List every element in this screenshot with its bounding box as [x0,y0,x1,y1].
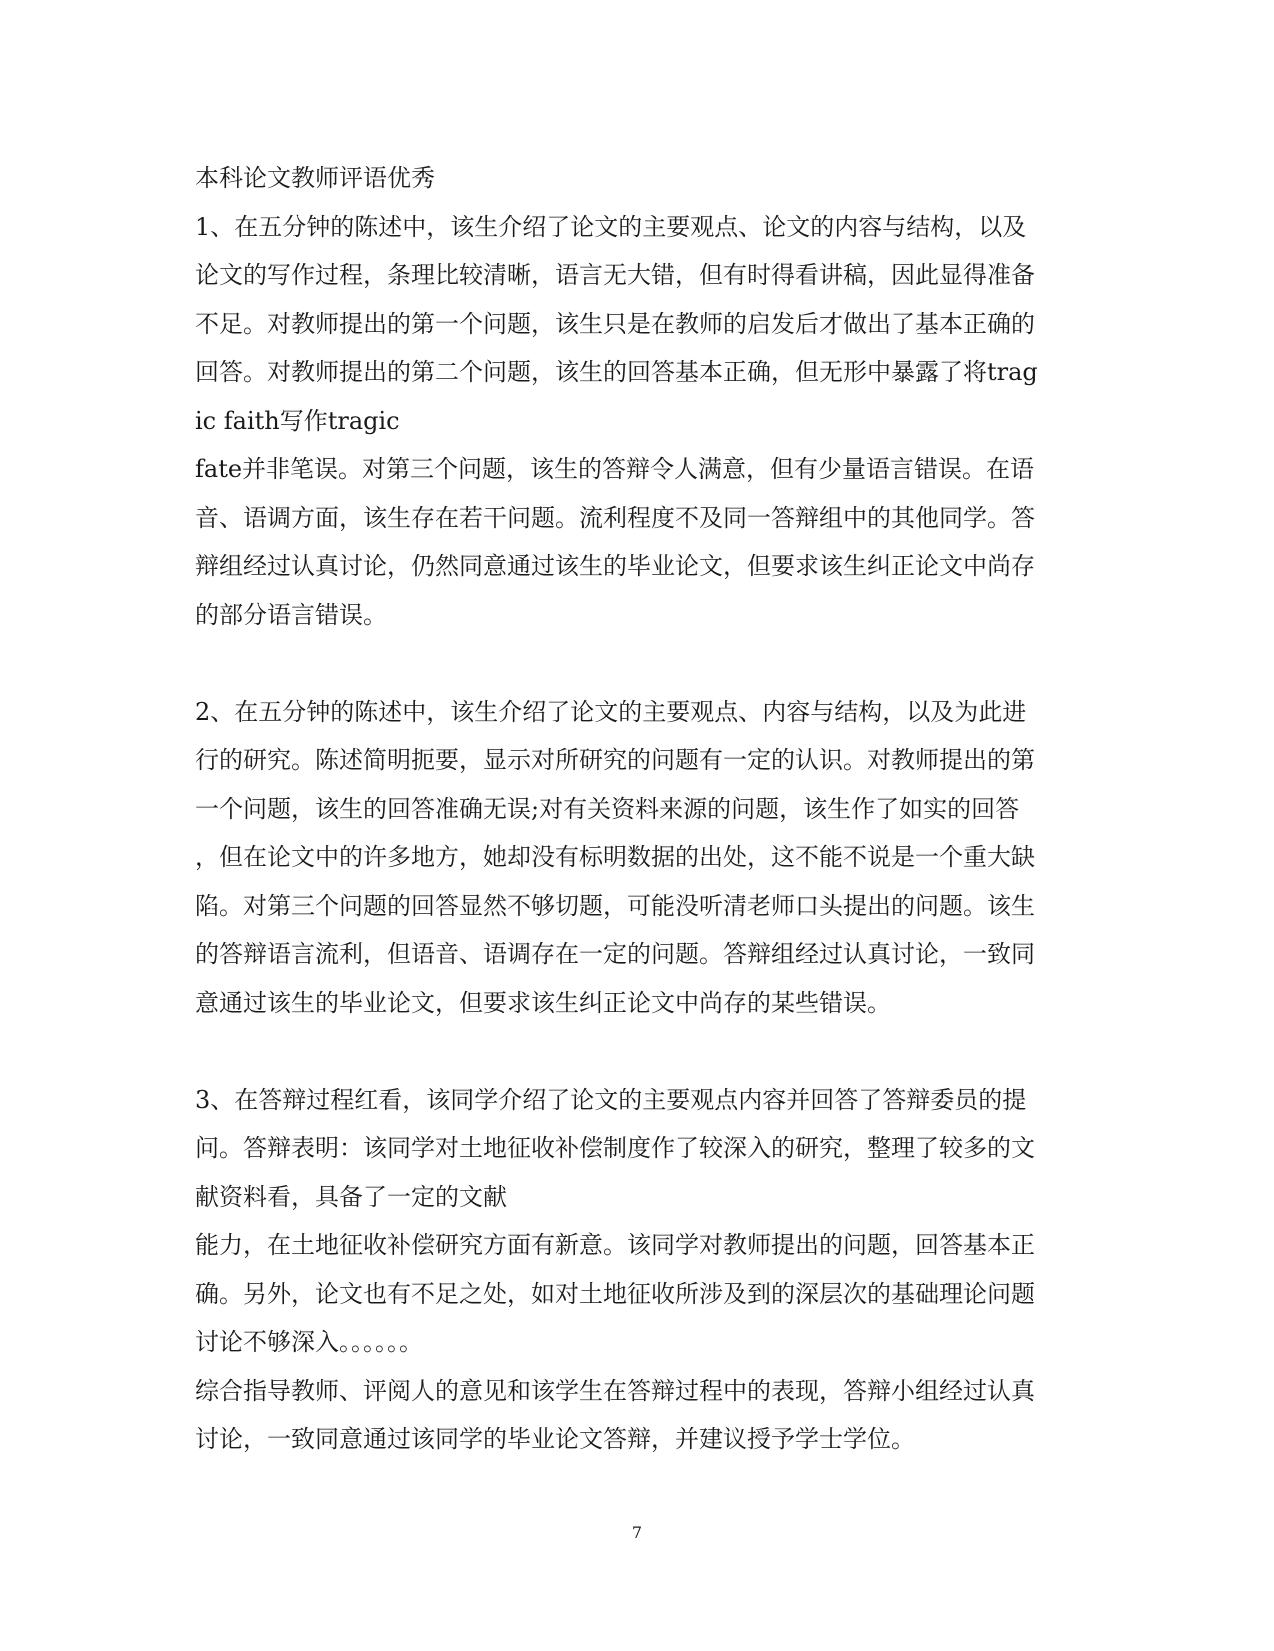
text-line: 行的研究。陈述简明扼要，显示对所研究的问题有一定的认识。对教师提出的第 [195,746,1035,774]
text-line: 音、语调方面，该生存在若干问题。流利程度不及同一答辩组中的其他同学。答 [195,503,1035,532]
text-line: 献资料看，具备了一定的文献 [195,1182,507,1211]
text-line: 2、在五分钟的陈述中，该生介绍了论文的主要观点、内容与结构，以及为此进 [195,697,1027,726]
text-line: 回答。对教师提出的第二个问题，该生的回答基本正确，但无形中暴露了将trag [195,358,1038,386]
text-line: 能力，在土地征收补偿研究方面有新意。该同学对教师提出的问题，回答基本正 [195,1231,1035,1259]
text-line: 不足。对教师提出的第一个问题，该生只是在教师的启发后才做出了基本正确的 [195,309,1035,338]
text-line: 1、在五分钟的陈述中，该生介绍了论文的主要观点、论文的内容与结构，以及 [195,212,1027,241]
text-line: 陷。对第三个问题的回答显然不够切题，可能没听清老师口头提出的问题。该生 [195,891,1035,920]
paragraph-gap [195,639,1075,688]
text-line: ic faith写作tragic [195,406,400,435]
text-line: ，但在论文中的许多地方，她却没有标明数据的出处，这不能不说是一个重大缺 [195,843,1035,871]
text-line: 辩组经过认真讨论，仍然同意通过该生的毕业论文，但要求该生纠正论文中尚存 [195,552,1035,580]
text-line: 的答辩语言流利，但语音、语调存在一定的问题。答辩组经过认真讨论，一致同 [195,940,1035,968]
text-line: 讨论不够深入。。。。。。 [195,1328,423,1356]
text-line: fate并非笔误。对第三个问题，该生的答辩令人满意，但有少量语言错误。在语 [195,455,1035,483]
text-line: 的部分语言错误。 [195,600,387,629]
document-title: 本科论文教师评语优秀 [195,164,435,192]
text-line: 一个问题，该生的回答准确无误;对有关资料来源的问题，该生作了如实的回答 [195,794,1020,823]
text-line: 讨论，一致同意通过该同学的毕业论文答辩，并建议授予学士学位。 [195,1425,915,1453]
text-line: 问。答辩表明：该同学对土地征收补偿制度作了较深入的研究，整理了较多的文 [195,1134,1035,1162]
text-line: 3、在答辩过程红看，该同学介绍了论文的主要观点内容并回答了答辩委员的提 [195,1085,1027,1114]
document-body [195,154,1075,1464]
text-line: 确。另外，论文也有不足之处，如对土地征收所涉及到的深层次的基础理论问题 [195,1279,1035,1308]
text-line: 意通过该生的毕业论文，但要求该生纠正论文中尚存的某些错误。 [195,988,891,1017]
text-line: 综合指导教师、评阅人的意见和该学生在答辩过程中的表现，答辩小组经过认真 [195,1376,1035,1405]
paragraph-gap [195,1027,1075,1076]
text-line: 论文的写作过程，条理比较清晰，语言无大错，但有时得看讲稿，因此显得准备 [195,261,1035,289]
page-number: 7 [631,1523,643,1542]
